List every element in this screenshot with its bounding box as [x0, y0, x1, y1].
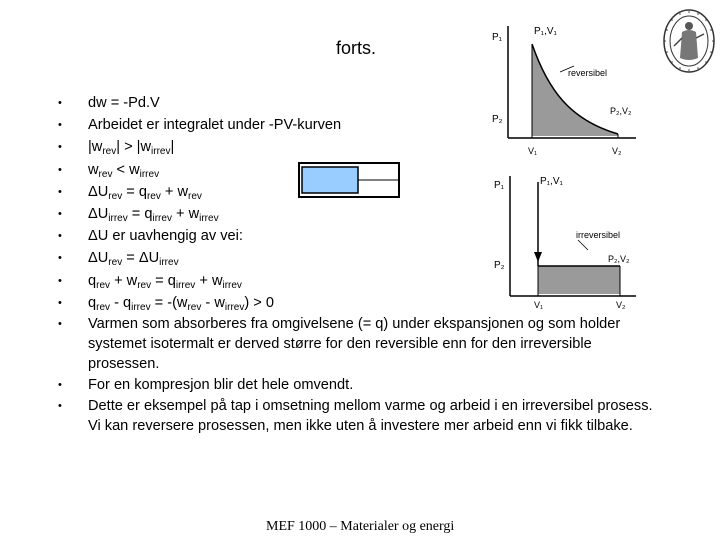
bullet-text: + w [171, 206, 200, 223]
bullet-subscript: rev [187, 301, 202, 313]
bullet-text: < w [112, 161, 140, 178]
irrev-y-bottom: P₂ [494, 260, 505, 271]
bullet-text: ΔU [88, 183, 109, 200]
bullet-text: Varmen som absorberes fra omgivelsene (= q) under ekspansjonen og som holder systemet isotermalt er derved større for den reversible enn for den irreversible prosessen. [88, 316, 621, 373]
bullet-marker: • [58, 97, 62, 109]
bullet-subscript: irrev [151, 146, 171, 158]
bullet-text: = ΔU [122, 250, 160, 267]
bullet-text: = q [122, 183, 147, 200]
bullet-subscript: rev [108, 257, 123, 269]
slide-title: forts. [336, 38, 377, 58]
bullet-subscript: irrev [152, 213, 172, 225]
rev-y-top: P₁ [492, 32, 503, 43]
irrev-y-top: P₁ [494, 180, 505, 191]
bullet-subscript: rev [137, 279, 152, 291]
bullet-item [58, 374, 658, 396]
bullet-marker: • [58, 185, 62, 198]
bullet-subscript: irrev [224, 301, 245, 313]
bullet-text: ΔU er uavhengig av vei: [88, 228, 243, 245]
rev-start-label: P₁,V₁ [534, 26, 557, 37]
bullet-marker: • [58, 141, 62, 154]
rev-y-bottom: P₂ [492, 114, 503, 125]
bullet-text: = -(w [150, 294, 188, 311]
bullet-subscript: irrev [139, 168, 160, 180]
bullet-subscript: rev [96, 301, 111, 313]
piston-block [302, 167, 358, 193]
bullet-text: q [88, 272, 97, 289]
bullet-marker: • [58, 163, 62, 176]
reversible-shaded-area [532, 44, 618, 136]
bullet-subscript: irrev [199, 213, 219, 225]
rev-x-right: V₂ [612, 146, 622, 156]
rev-x-left: V₁ [528, 146, 538, 156]
bullet-text: - q [110, 294, 132, 311]
irrev-x-right: V₂ [616, 300, 626, 310]
bullet-marker: • [58, 296, 62, 309]
bullet-marker: • [58, 119, 62, 132]
bullet-text: q [88, 294, 97, 311]
bullet-subscript: rev [108, 190, 123, 202]
bullet-marker: • [58, 379, 62, 392]
bullet-subscript: rev [188, 190, 202, 202]
bullet-text: Arbeidet er integralet under -PV-kurven [88, 117, 342, 134]
university-seal-logo [662, 8, 716, 74]
bullet-marker: • [58, 274, 62, 287]
bullet-marker: • [58, 230, 62, 243]
bullet-item [58, 314, 658, 374]
irreversible-shaded-area [538, 266, 620, 294]
irrev-x-left: V₁ [534, 300, 544, 310]
bullet-item [58, 396, 658, 436]
bullet-text: + w [195, 272, 223, 289]
bullet-text: ΔU [88, 250, 109, 267]
irrev-start-label: P₁,V₁ [540, 176, 563, 187]
bullet-marker: • [58, 208, 62, 221]
rev-end-label: P₂,V₂ [610, 106, 632, 116]
bullet-text: = q [151, 272, 176, 289]
bullet-marker: • [58, 252, 62, 265]
bullet-text: ) > 0 [244, 294, 274, 311]
irrev-arrowhead [534, 252, 542, 262]
bullet-text: | [170, 139, 175, 156]
pv-diagram-irreversible [488, 170, 640, 312]
bullet-text: ΔU [88, 206, 109, 223]
bullet-subscript: irrev [131, 301, 151, 313]
bullet-subscript: rev [96, 279, 111, 291]
bullet-marker: • [58, 318, 62, 331]
bullet-text: = q [127, 206, 153, 223]
bullet-text: + w [160, 183, 189, 200]
bullet-subscript: irrev [159, 257, 179, 269]
pv-diagram-reversible [488, 18, 640, 160]
bullet-subscript: irrev [175, 279, 196, 291]
bullet-text: For en kompresjon blir det hele omvendt. [88, 377, 354, 394]
bullet-text: + w [110, 272, 138, 289]
bullet-marker: • [58, 400, 62, 413]
irrev-end-label: P₂,V₂ [608, 254, 630, 264]
irrev-curve-label: irreversibel [576, 230, 621, 240]
slide-footer: MEF 1000 – Materialer og energi [266, 519, 455, 534]
bullet-subscript: rev [98, 168, 113, 180]
bullet-text: | > |w [116, 139, 152, 156]
bullet-text: Dette er eksempel på tap i omsetning mellom varme og arbeid i en irreversibel prosess. Vi kan reversere prosessen, men ikke uten å investere mer arbeid enn vi fikk tilbake. [88, 398, 653, 435]
bullet-text: - w [201, 294, 225, 311]
bullet-text: dw = -Pd.V [88, 95, 160, 111]
bullet-subscript: rev [146, 190, 161, 202]
piston-cylinder-illustration [298, 160, 400, 200]
bullet-subscript: irrev [108, 213, 128, 225]
bullet-subscript: rev [102, 146, 117, 158]
bullet-text: |w [88, 139, 103, 156]
rev-curve-label: reversibel [568, 68, 608, 78]
bullet-subscript: irrev [222, 279, 242, 291]
bullet-text: w [88, 161, 99, 178]
